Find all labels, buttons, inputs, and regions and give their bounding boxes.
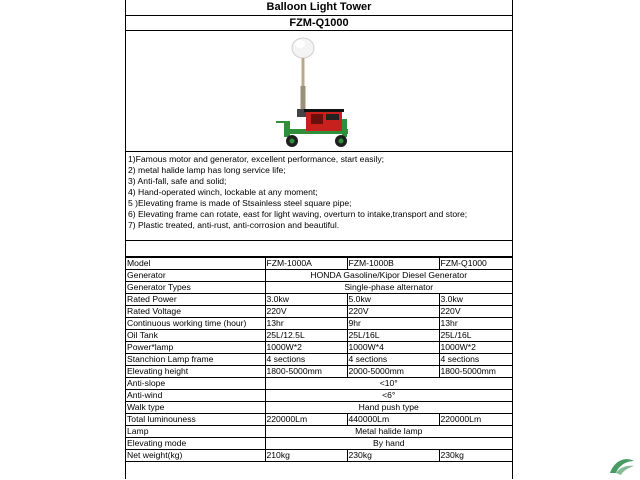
table-row <box>126 342 512 354</box>
row-value: 4 sections <box>439 354 512 366</box>
header-label: Model <box>126 258 265 270</box>
table-row <box>126 378 512 390</box>
row-value: 1800-5000mm <box>439 366 512 378</box>
spacer-row <box>126 241 512 257</box>
row-value: 1000W*4 <box>347 342 439 354</box>
row-value: 25L/16L <box>439 330 512 342</box>
table-row <box>126 426 512 438</box>
row-value: 440000Lm <box>347 414 439 426</box>
row-value: 4 sections <box>265 354 347 366</box>
row-label: Rated Power <box>126 294 265 306</box>
row-value: 3.0kw <box>439 294 512 306</box>
row-value: 230kg <box>439 450 512 462</box>
table-row <box>126 294 512 306</box>
spec-table <box>126 257 512 462</box>
row-value: 13hr <box>265 318 347 330</box>
feature-item: 3) Anti-fall, safe and solid; <box>128 176 227 186</box>
feature-item: 5 )Elevating frame is made of Stsainless steel square pipe; <box>128 198 352 208</box>
table-row <box>126 318 512 330</box>
brand-logo-icon <box>607 455 637 477</box>
row-label: Anti-wind <box>126 390 265 402</box>
model-heading: FZM-Q1000 <box>126 16 512 31</box>
row-label: Generator Types <box>126 282 265 294</box>
table-row <box>126 354 512 366</box>
row-merged-value: <6° <box>265 390 512 402</box>
feature-item: 1)Famous motor and generator, excellent performance, start easily; <box>128 154 385 164</box>
row-label: Walk type <box>126 402 265 414</box>
row-label: Lamp <box>126 426 265 438</box>
row-value: 220000Lm <box>439 414 512 426</box>
row-label: Continuous working time (hour) <box>126 318 265 330</box>
row-value: 9hr <box>347 318 439 330</box>
feature-item: 7) Plastic treated, anti-rust, anti-corrosion and beautiful. <box>128 220 340 230</box>
row-label: Stanchion Lamp frame <box>126 354 265 366</box>
header-model-q: FZM-Q1000 <box>439 258 512 270</box>
row-merged-value: Hand push type <box>265 402 512 414</box>
row-label: Oil Tank <box>126 330 265 342</box>
row-value: 210kg <box>265 450 347 462</box>
row-label: Generator <box>126 270 265 282</box>
row-value: 220000Lm <box>265 414 347 426</box>
feature-list <box>126 152 512 241</box>
table-row <box>126 270 512 282</box>
spec-sheet <box>125 0 513 479</box>
light-tower-illustration <box>126 31 512 151</box>
row-merged-value: By hand <box>265 438 512 450</box>
table-row <box>126 390 512 402</box>
feature-item: 2) metal halide lamp has long service life; <box>128 165 286 175</box>
row-label: Elevating height <box>126 366 265 378</box>
row-value: 1800-5000mm <box>265 366 347 378</box>
row-label: Power*lamp <box>126 342 265 354</box>
row-label: Anti-slope <box>126 378 265 390</box>
row-value: 2000-5000mm <box>347 366 439 378</box>
row-merged-value: <10° <box>265 378 512 390</box>
table-row <box>126 306 512 318</box>
header-model-a: FZM-1000A <box>265 258 347 270</box>
row-value: 25L/12.5L <box>265 330 347 342</box>
row-merged-value: Metal halide lamp <box>265 426 512 438</box>
row-label: Net weight(kg) <box>126 450 265 462</box>
row-value: 4 sections <box>347 354 439 366</box>
row-value: 13hr <box>439 318 512 330</box>
feature-item: 4) Hand-operated winch, lockable at any moment; <box>128 187 318 197</box>
table-row <box>126 282 512 294</box>
row-merged-value: HONDA Gasoline/Kipor Diesel Generator <box>265 270 512 282</box>
row-value: 230kg <box>347 450 439 462</box>
row-label: Total luminouness <box>126 414 265 426</box>
table-row <box>126 438 512 450</box>
row-value: 5.0kw <box>347 294 439 306</box>
feature-item: 6) Elevating frame can rotate, east for light waving, overturn to intake,transport and store; <box>128 209 468 219</box>
row-value: 220V <box>347 306 439 318</box>
product-photo <box>126 31 512 152</box>
row-value: 3.0kw <box>265 294 347 306</box>
row-value: 220V <box>265 306 347 318</box>
row-value: 1000W*2 <box>439 342 512 354</box>
table-row <box>126 450 512 462</box>
row-value: 25L/16L <box>347 330 439 342</box>
table-row <box>126 414 512 426</box>
table-row <box>126 402 512 414</box>
row-label: Rated Voltage <box>126 306 265 318</box>
table-header-row <box>126 258 512 270</box>
row-value: 220V <box>439 306 512 318</box>
row-label: Elevating mode <box>126 438 265 450</box>
table-row <box>126 366 512 378</box>
row-merged-value: Single-phase alternator <box>265 282 512 294</box>
header-model-b: FZM-1000B <box>347 258 439 270</box>
row-value: 1000W*2 <box>265 342 347 354</box>
sheet-title: Balloon Light Tower <box>126 0 512 16</box>
table-row <box>126 330 512 342</box>
